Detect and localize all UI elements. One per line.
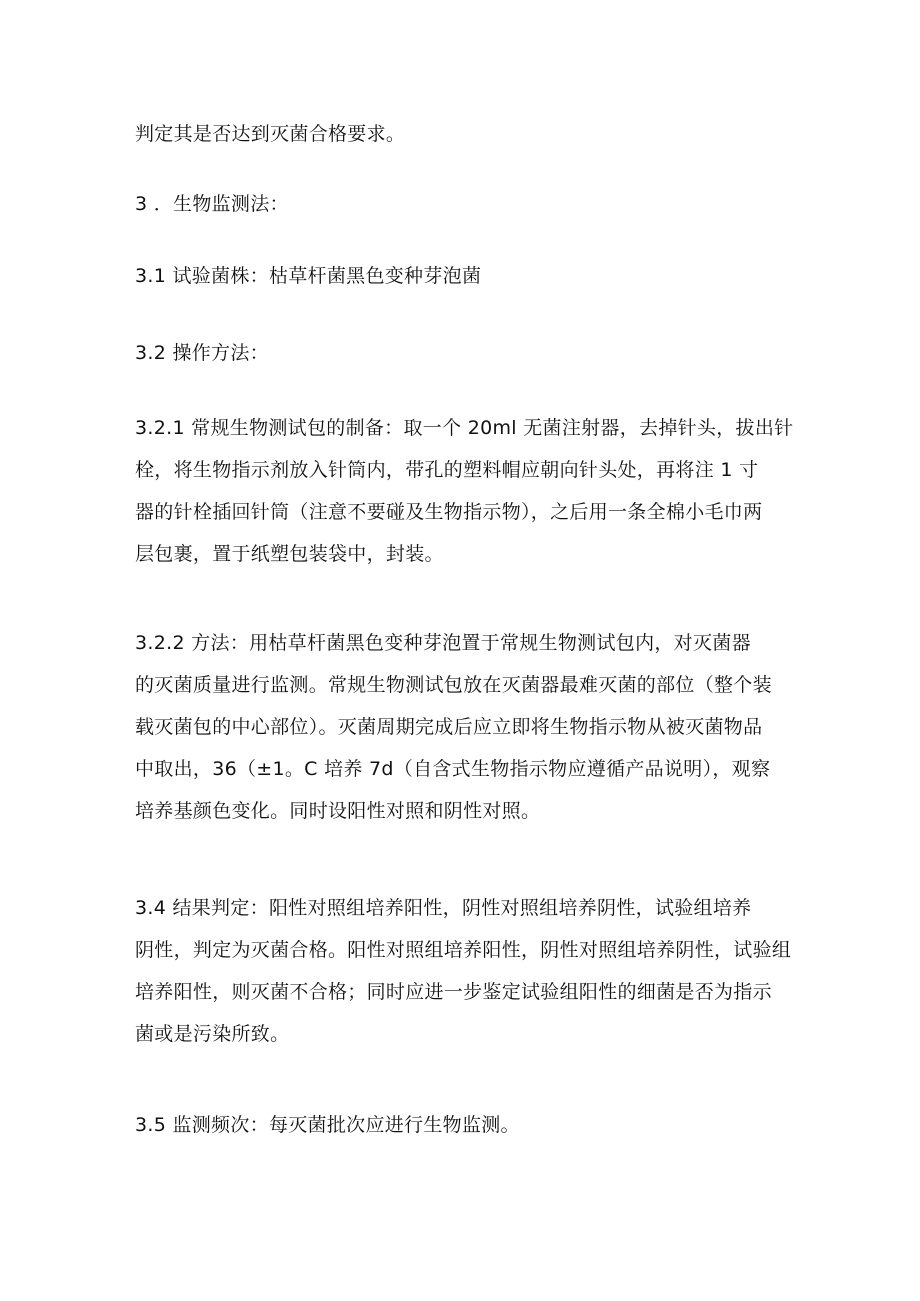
text-line: 3.5 监测频次：每灭菌批次应进行生物监测。 (135, 1114, 520, 1136)
text-line: 3.2.2 方法：用枯草杆菌黑色变种芽泡置于常规生物测试包内，对灭菌器 (135, 632, 751, 654)
text-line: 3.2.1 常规生物测试包的制备：取一个 20ml 无菌注射器，去掉针头，拔出针 (135, 417, 794, 439)
heading-operation-method (135, 332, 790, 374)
text-line: 阴性，判定为灭菌合格。阳性对照组培养阳性，阴性对照组培养阴性，试验组 (135, 939, 792, 961)
text-line: 3.4 结果判定：阳性对照组培养阳性，阴性对照组培养阴性，试验组培养 (135, 897, 752, 919)
text-line: 器的针栓插回针筒（注意不要碰及生物指示物），之后用一条全棉小毛巾两 (135, 501, 763, 523)
paragraph-test-strain (135, 255, 790, 297)
text-line: 3.1 试验菌株：枯草杆菌黑色变种芽泡菌 (135, 265, 482, 287)
text-line: 判定其是否达到灭菌合格要求。 (135, 123, 406, 145)
text-line: 栓，将生物指示剂放入针筒内，带孔的塑料帽应朝向针头处，再将注 1 寸 (135, 459, 759, 481)
text-line: 培养基颜色变化。同时设阳性对照和阴性对照。 (135, 800, 541, 822)
paragraph-test-pack-preparation (135, 407, 794, 575)
text-line: 菌或是污染所致。 (135, 1023, 290, 1045)
paragraph-sterilization-conclusion (135, 113, 790, 155)
text-line: 的灭菌质量进行监测。常规生物测试包放在灭菌器最难灭菌的部位（整个装 (135, 674, 772, 696)
text-line: 中取出，36（±1。C 培养 7d（自含式生物指示物应遵循产品说明），观察 (135, 758, 771, 780)
text-line: 载灭菌包的中心部位）。灭菌周期完成后应立即将生物指示物从被灭菌物品 (135, 716, 763, 738)
paragraph-monitoring-frequency (135, 1104, 790, 1146)
text-line: 层包裹，置于纸塑包装袋中，封装。 (135, 543, 444, 565)
text-line: 3 ．生物监测法： (135, 193, 289, 215)
paragraph-result-judgment (135, 887, 790, 1055)
paragraph-method (135, 622, 790, 832)
text-line: 培养阳性，则灭菌不合格；同时应进一步鉴定试验组阳性的细菌是否为指示 (135, 981, 772, 1003)
text-line: 3.2 操作方法： (135, 342, 269, 364)
heading-biological-monitoring (135, 183, 790, 225)
